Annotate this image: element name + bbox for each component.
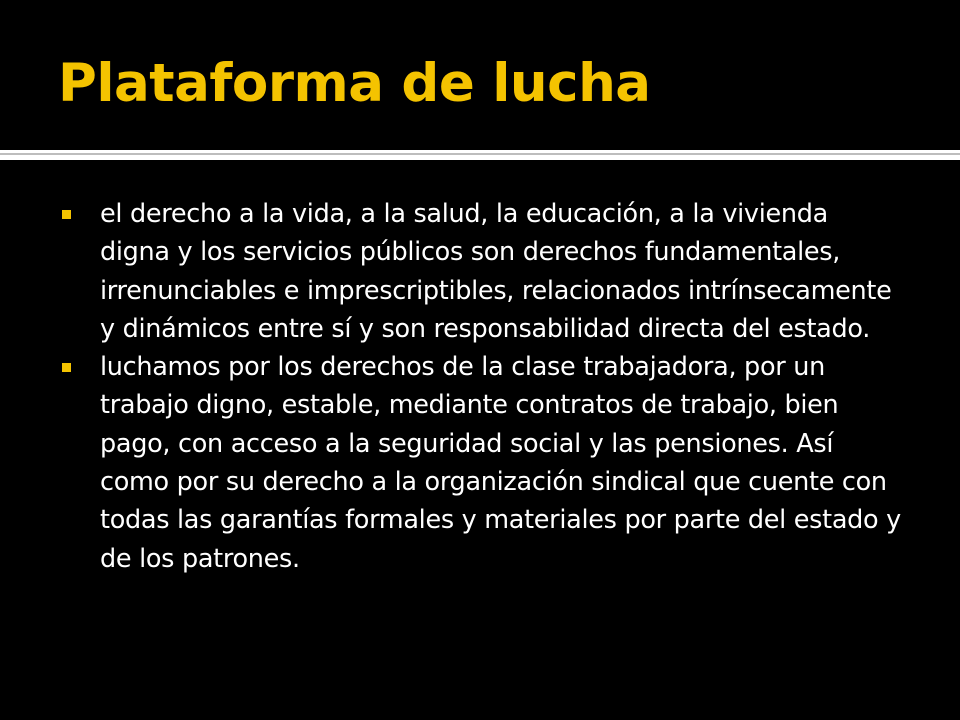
bullet-list [62, 195, 902, 578]
square-bullet-icon [62, 363, 71, 372]
bullet-text: luchamos por los derechos de la clase trabajadora, por un trabajo digno, estable, mediante contratos de trabajo, bien pago, con acceso a la seguridad social y las pensiones. Así como por su derecho a la organización sindical que cuente con todas las garantías formales y materiales por parte del estado y de los patrones. [100, 352, 901, 574]
bullet-item-rights [62, 195, 902, 348]
bullet-item-workers [62, 348, 902, 578]
title-divider [0, 150, 960, 160]
title-divider-line [0, 153, 960, 155]
square-bullet-icon [62, 210, 71, 219]
slide-title: Plataforma de lucha [58, 53, 651, 114]
bullet-text: el derecho a la vida, a la salud, la educación, a la vivienda digna y los servicios públicos son derechos fundamentales, irrenunciables e imprescriptibles, relacionados intrínsecamente y dinámicos entre sí y son responsabilidad directa del estado. [100, 199, 892, 344]
title-bar [0, 0, 960, 150]
